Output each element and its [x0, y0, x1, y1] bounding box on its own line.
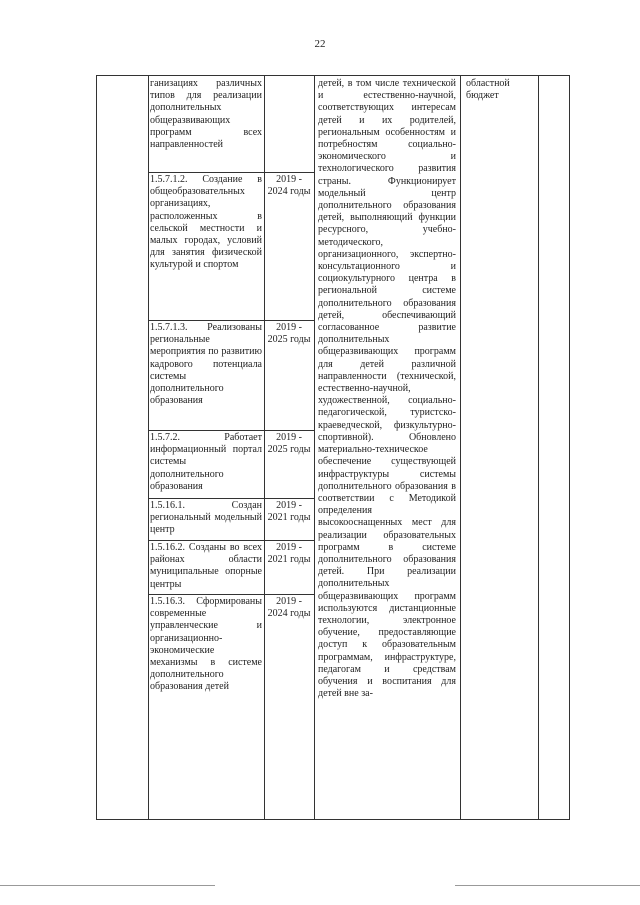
row-divider: [148, 540, 314, 541]
row-divider: [148, 320, 314, 321]
table-cell-period: 2019 - 2021 годы: [267, 542, 311, 566]
table-cell-event: 1.5.7.1.3. Реализованы региональные мероприятия по развитию кадрового потенциала системы дополнительного образования: [150, 322, 262, 407]
column-divider: [148, 75, 149, 820]
table-cell-period: 2019 - 2021 годы: [267, 500, 311, 524]
table-cell-period: 2019 - 2024 годы: [267, 174, 311, 198]
table-cell-period: 2019 - 2024 годы: [267, 596, 311, 620]
footer-rule: [0, 885, 215, 886]
table-cell-event: 1.5.16.1. Создан региональный модельный центр: [150, 500, 262, 536]
table-cell-period: 2019 - 2025 годы: [267, 322, 311, 346]
table-cell-funding: областной бюджет: [466, 78, 510, 102]
footer-rule: [455, 885, 640, 886]
table-cell-event: 1.5.16.2. Созданы во всех районах области муниципальные опорные центры: [150, 542, 262, 590]
table-cell-period: 2019 - 2025 годы: [267, 432, 311, 456]
table-cell-event: 1.5.7.1.2. Создание в общеобразовательных организациях, расположенных в сельской местности и малых городах, условий для занятия физической культурой и спортом: [150, 174, 262, 271]
column-divider: [460, 75, 461, 820]
table-cell-event: ганизациях различных типов для реализации дополнительных общеразвивающих программ всех направленностей: [150, 78, 262, 151]
column-divider: [538, 75, 539, 820]
column-divider: [264, 75, 265, 820]
row-divider: [148, 498, 314, 499]
column-divider: [314, 75, 315, 820]
page-number: 22: [314, 38, 326, 50]
row-divider: [148, 172, 314, 173]
row-divider: [148, 430, 314, 431]
table-cell-event: 1.5.7.2. Работает информационный портал системы дополнительного образования: [150, 432, 262, 492]
table-cell-result: детей, в том числе технической и естественно-научной, соответствующих интересам детей и их родителей, региональным особенностям и потребностям социально-экономического и технологического развития страны. Функционирует модельный центр дополнительного образования детей, выполняющий функции ресурсного, учебно-методического, организационного, экспертно-консультационного и социокультурного центра в региональной системе дополнительного образования детей, обеспечивающий согласованное развитие дополнительных общеразвивающих программ для детей различной направленности (технической, естественно-научной, художественной, социально-педагогической, туристско-краеведческой, физкультурно-спортивной). Обновлено материально-техническое обеспечение существующей инфраструктуры системы дополнительного образования в соответствии с Методикой определения высокооснащенных мест для реализации образовательных программ в системе дополнительного образования детей. При реализации дополнительных общеразвивающих программ используются дистанционные технологии, электронное обучение, предоставляющие доступ к образовательным программам, инфраструктуре, педагогам и средствам обучения и воспитания для детей вне за-: [318, 78, 456, 700]
row-divider: [148, 594, 314, 595]
table-cell-event: 1.5.16.3. Сформированы современные управленческие и организационно-экономические механизмы в системе дополнительного образования детей: [150, 596, 262, 693]
